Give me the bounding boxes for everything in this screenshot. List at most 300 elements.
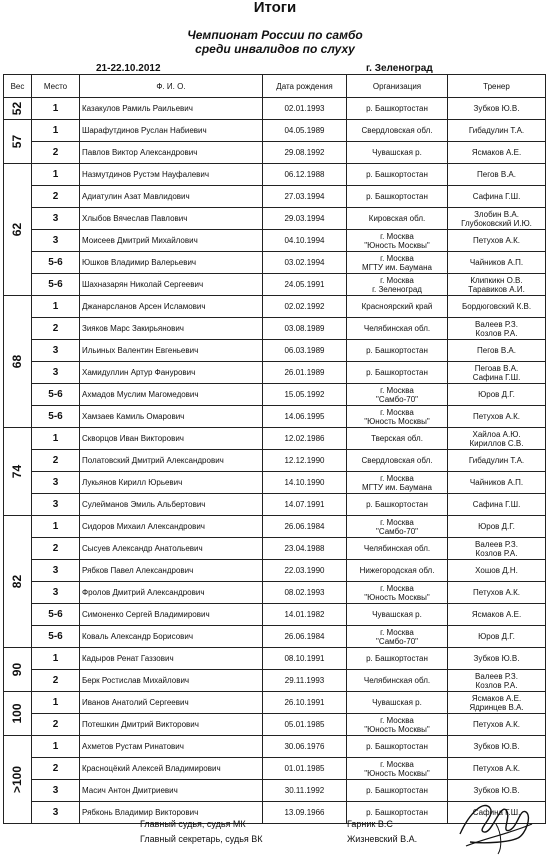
weight-class-cell — [4, 98, 32, 120]
place-cell: 3 — [32, 340, 80, 362]
weight-class-label: 82 — [10, 574, 24, 589]
athlete-name-cell: Сидоров Михаил Александрович — [80, 516, 263, 538]
organization-cell-line1: Челябинская обл. — [363, 676, 431, 685]
place-cell: 3 — [32, 362, 80, 384]
place-cell: 1 — [32, 120, 80, 142]
trainer-cell-line1: Ясмаков А.Е. — [471, 693, 522, 703]
trainer-cell — [448, 670, 546, 692]
trainer-cell — [448, 604, 546, 626]
trainer-cell-line2: Таравиков А.И. — [468, 284, 525, 294]
birth-date-cell: 15.05.1992 — [263, 384, 347, 406]
trainer-cell-line1: Петухов А.К. — [473, 412, 520, 421]
birth-date-cell: 14.10.1990 — [263, 472, 347, 494]
birth-date-cell: 29.08.1992 — [263, 142, 347, 164]
athlete-name-cell: Павлов Виктор Александрович — [80, 142, 263, 164]
birth-date-cell: 04.10.1994 — [263, 230, 347, 252]
trainer-cell-line1: Ясмаков А.Е. — [471, 148, 522, 157]
organization-cell-line1: г. Москва — [380, 231, 414, 241]
trainer-cell-line1: Хайлоа А.Ю. — [472, 429, 521, 439]
birth-date-cell: 08.10.1991 — [263, 648, 347, 670]
athlete-name-cell: Моисеев Дмитрий Михайлович — [80, 230, 263, 252]
place-cell: 2 — [32, 450, 80, 472]
trainer-cell — [448, 186, 546, 208]
trainer-cell-line1: Чайников А.П. — [469, 478, 524, 487]
trainer-cell-line1: Ясмаков А.Е. — [471, 610, 522, 619]
place-cell: 5-6 — [32, 274, 80, 296]
trainer-cell-line1: Петухов А.К. — [473, 764, 520, 773]
trainer-cell-line1: Злобин В.А. — [474, 209, 519, 219]
athlete-name-cell: Фролов Дмитрий Александрович — [80, 582, 263, 604]
organization-cell-line2: "Юность Москвы" — [364, 416, 430, 426]
organization-cell — [347, 626, 448, 648]
place-cell: 1 — [32, 648, 80, 670]
col-header-birth: Дата рождения — [263, 75, 347, 98]
organization-cell-line1: г. Москва — [380, 473, 414, 483]
athlete-name-cell: Рябконь Владимир Викторович — [80, 802, 263, 824]
place-cell: 5-6 — [32, 604, 80, 626]
organization-cell-line1: г. Москва — [380, 627, 414, 637]
trainer-cell-line1: Чайников А.П. — [469, 258, 524, 267]
organization-cell-line2: "Самбо-70" — [376, 636, 418, 646]
athlete-name-cell: Хамидуллин Артур Фанурович — [80, 362, 263, 384]
trainer-cell-line2: Сафина Г.Ш. — [472, 372, 521, 382]
athlete-name-cell: Берк Ростислав Михайлович — [80, 670, 263, 692]
trainer-cell — [448, 406, 546, 428]
trainer-cell-line1: Зубков Ю.В. — [473, 786, 520, 795]
trainer-cell-line1: Пегов В.А. — [477, 170, 516, 179]
trainer-cell — [448, 626, 546, 648]
athlete-name-cell: Шахназарян Николай Сергеевич — [80, 274, 263, 296]
trainer-cell-line1: Юров Д.Г. — [478, 632, 515, 641]
organization-cell — [347, 714, 448, 736]
weight-class-label: 74 — [10, 464, 24, 479]
place-cell: 3 — [32, 494, 80, 516]
table-row — [4, 428, 546, 450]
trainer-cell-line1: Сафина Г.Ш. — [472, 808, 521, 817]
place-cell: 2 — [32, 186, 80, 208]
trainer-cell — [448, 362, 546, 384]
organization-cell-line1: г. Москва — [380, 583, 414, 593]
birth-date-cell: 12.02.1986 — [263, 428, 347, 450]
weight-class-label: 90 — [10, 662, 24, 677]
organization-cell-line1: г. Москва — [380, 715, 414, 725]
athlete-name-cell: Хлыбов Вячеслав Павлович — [80, 208, 263, 230]
table-row — [4, 340, 546, 362]
birth-date-cell: 14.07.1991 — [263, 494, 347, 516]
trainer-cell — [448, 648, 546, 670]
birth-date-cell: 04.05.1989 — [263, 120, 347, 142]
organization-cell — [347, 142, 448, 164]
trainer-cell-line1: Петухов А.К. — [473, 236, 520, 245]
trainer-cell — [448, 582, 546, 604]
table-row — [4, 714, 546, 736]
organization-cell-line1: Красноярский край — [361, 302, 433, 311]
athlete-name-cell: Хамзаев Камиль Омарович — [80, 406, 263, 428]
trainer-cell-line1: Пегов В.А. — [477, 346, 516, 355]
table-row — [4, 758, 546, 780]
trainer-cell — [448, 560, 546, 582]
organization-cell-line2: "Юность Москвы" — [364, 240, 430, 250]
place-cell: 1 — [32, 296, 80, 318]
table-row — [4, 406, 546, 428]
place-cell: 2 — [32, 538, 80, 560]
organization-cell — [347, 604, 448, 626]
organization-cell-line1: Чувашская р. — [372, 148, 422, 157]
organization-cell-line1: Свердловская обл. — [361, 456, 433, 465]
chief-judge-name: Гарник В.С — [347, 819, 393, 829]
trainer-cell-line1: Юров Д.Г. — [478, 522, 515, 531]
trainer-cell-line1: Петухов А.К. — [473, 588, 520, 597]
table-row — [4, 98, 546, 120]
organization-cell-line2: "Юность Москвы" — [364, 768, 430, 778]
table-row — [4, 164, 546, 186]
organization-cell-line2: "Юность Москвы" — [364, 592, 430, 602]
organization-cell — [347, 164, 448, 186]
chief-secretary-name: Жизневский В.А. — [347, 834, 418, 844]
weight-class-cell — [4, 516, 32, 648]
birth-date-cell: 14.06.1995 — [263, 406, 347, 428]
table-row — [4, 516, 546, 538]
place-cell: 2 — [32, 670, 80, 692]
event-date: 21-22.10.2012 — [96, 63, 161, 74]
table-row — [4, 648, 546, 670]
table-row — [4, 186, 546, 208]
chief-secretary-label: Главный секретарь, судья ВК — [140, 834, 263, 844]
birth-date-cell: 29.03.1994 — [263, 208, 347, 230]
table-row — [4, 230, 546, 252]
table-row — [4, 538, 546, 560]
trainer-cell-line2: Козлов Р.А. — [475, 680, 518, 690]
organization-cell — [347, 780, 448, 802]
birth-date-cell: 03.02.1994 — [263, 252, 347, 274]
document-title: Итоги — [253, 0, 297, 16]
place-cell: 2 — [32, 318, 80, 340]
trainer-cell-line1: Валеев Р.З. — [475, 671, 518, 681]
organization-cell-line1: Кировская обл. — [368, 214, 426, 223]
trainer-cell-line1: Зубков Ю.В. — [473, 654, 520, 663]
athlete-name-cell: Джанарсланов Арсен Исламович — [80, 296, 263, 318]
weight-class-cell — [4, 648, 32, 692]
athlete-name-cell: Шарафутдинов Руслан Набиевич — [80, 120, 263, 142]
birth-date-cell: 26.06.1984 — [263, 516, 347, 538]
organization-cell-line1: р. Башкортостан — [366, 808, 428, 817]
table-row — [4, 670, 546, 692]
birth-date-cell: 29.11.1993 — [263, 670, 347, 692]
table-row — [4, 472, 546, 494]
organization-cell — [347, 692, 448, 714]
table-row — [4, 252, 546, 274]
athlete-name-cell: Полатовский Дмитрий Александрович — [80, 450, 263, 472]
trainer-cell — [448, 736, 546, 758]
athlete-name-cell: Масич Антон Дмитриевич — [80, 780, 263, 802]
athlete-name-cell: Ильиных Валентин Евгеньевич — [80, 340, 263, 362]
organization-cell — [347, 318, 448, 340]
athlete-name-cell: Кадыров Ренат Газзович — [80, 648, 263, 670]
place-cell: 2 — [32, 714, 80, 736]
weight-class-cell — [4, 692, 32, 736]
organization-cell-line2: г. Зеленоград — [372, 284, 422, 294]
trainer-cell — [448, 494, 546, 516]
weight-class-label: 52 — [10, 101, 24, 116]
trainer-cell — [448, 450, 546, 472]
birth-date-cell: 24.05.1991 — [263, 274, 347, 296]
birth-date-cell: 26.01.1989 — [263, 362, 347, 384]
organization-cell — [347, 472, 448, 494]
organization-cell — [347, 450, 448, 472]
organization-cell-line1: Челябинская обл. — [363, 324, 431, 333]
table-row — [4, 120, 546, 142]
birth-date-cell: 01.01.1985 — [263, 758, 347, 780]
place-cell: 3 — [32, 230, 80, 252]
col-header-trainer: Тренер — [448, 75, 546, 98]
table-row — [4, 736, 546, 758]
championship-name: Чемпионат России по самбо — [187, 28, 363, 42]
organization-cell — [347, 230, 448, 252]
organization-cell — [347, 252, 448, 274]
organization-cell-line1: р. Башкортостан — [366, 368, 428, 377]
birth-date-cell: 03.08.1989 — [263, 318, 347, 340]
organization-cell-line1: г. Москва — [380, 253, 414, 263]
athlete-name-cell: Назмутдинов Рустэм Науфалевич — [80, 164, 263, 186]
trainer-cell — [448, 208, 546, 230]
trainer-cell — [448, 516, 546, 538]
place-cell: 3 — [32, 802, 80, 824]
organization-cell-line1: Свердловская обл. — [361, 126, 433, 135]
organization-cell — [347, 384, 448, 406]
organization-cell-line1: р. Башкортостан — [366, 654, 428, 663]
trainer-cell-line2: Глубоковский И.Ю. — [461, 218, 532, 228]
place-cell: 3 — [32, 472, 80, 494]
table-row — [4, 296, 546, 318]
place-cell: 1 — [32, 516, 80, 538]
trainer-cell — [448, 538, 546, 560]
trainer-cell — [448, 384, 546, 406]
table-row — [4, 582, 546, 604]
organization-cell-line1: р. Башкортостан — [366, 170, 428, 179]
organization-cell-line1: р. Башкортостан — [366, 786, 428, 795]
organization-cell-line1: г. Москва — [380, 385, 414, 395]
athlete-name-cell: Коваль Александр Борисович — [80, 626, 263, 648]
weight-class-label: 57 — [10, 134, 24, 149]
place-cell: 3 — [32, 208, 80, 230]
organization-cell-line2: "Самбо-70" — [376, 394, 418, 404]
organization-cell-line2: "Юность Москвы" — [364, 724, 430, 734]
birth-date-cell: 23.04.1988 — [263, 538, 347, 560]
chief-judge-label: Главный судья, судья МК — [140, 819, 246, 829]
birth-date-cell: 27.03.1994 — [263, 186, 347, 208]
organization-cell-line1: р. Башкортостан — [366, 192, 428, 201]
organization-cell-line1: р. Башкортостан — [366, 346, 428, 355]
birth-date-cell: 30.11.1992 — [263, 780, 347, 802]
table-row — [4, 274, 546, 296]
organization-cell-line1: Тверская обл. — [371, 434, 423, 443]
organization-cell — [347, 274, 448, 296]
trainer-cell-line1: Пегоав В.А. — [474, 363, 519, 373]
organization-cell — [347, 296, 448, 318]
table-row — [4, 692, 546, 714]
birth-date-cell: 06.03.1989 — [263, 340, 347, 362]
organization-cell — [347, 758, 448, 780]
organization-cell-line2: "Самбо-70" — [376, 526, 418, 536]
trainer-cell — [448, 98, 546, 120]
trainer-cell-line1: Гибадулин Т.А. — [468, 126, 525, 135]
trainer-cell — [448, 274, 546, 296]
trainer-cell — [448, 164, 546, 186]
trainer-cell-line2: Ядринцев В.А. — [469, 702, 524, 712]
place-cell: 3 — [32, 780, 80, 802]
organization-cell-line1: р. Башкортостан — [366, 500, 428, 509]
organization-cell — [347, 406, 448, 428]
col-header-weight: Вес — [4, 75, 32, 98]
trainer-cell — [448, 296, 546, 318]
birth-date-cell: 13.09.1966 — [263, 802, 347, 824]
results-body — [4, 98, 546, 824]
trainer-cell-line1: Зубков Ю.В. — [473, 104, 520, 113]
table-row — [4, 208, 546, 230]
table-row — [4, 362, 546, 384]
weight-class-cell — [4, 428, 32, 516]
trainer-cell — [448, 340, 546, 362]
organization-cell — [347, 582, 448, 604]
trainer-cell-line1: Зубков Ю.В. — [473, 742, 520, 751]
organization-cell — [347, 494, 448, 516]
athlete-name-cell: Сулейманов Эмиль Альбертович — [80, 494, 263, 516]
birth-date-cell: 30.06.1976 — [263, 736, 347, 758]
organization-cell — [347, 516, 448, 538]
organization-cell-line1: г. Москва — [380, 407, 414, 417]
athlete-name-cell: Адиатулин Азат Мавлидович — [80, 186, 263, 208]
championship-category: среди инвалидов по слуху — [195, 42, 355, 56]
organization-cell — [347, 670, 448, 692]
trainer-cell — [448, 120, 546, 142]
trainer-cell-line2: Кириллов С.В. — [469, 438, 524, 448]
organization-cell-line1: Чувашская р. — [372, 698, 422, 707]
results-table — [3, 74, 546, 824]
place-cell: 2 — [32, 142, 80, 164]
event-city: г. Зеленоград — [366, 63, 433, 74]
place-cell: 2 — [32, 758, 80, 780]
organization-cell — [347, 736, 448, 758]
weight-class-cell — [4, 736, 32, 824]
athlete-name-cell: Рябков Павел Александрович — [80, 560, 263, 582]
organization-cell — [347, 340, 448, 362]
athlete-name-cell: Казакулов Рамиль Раильевич — [80, 98, 263, 120]
organization-cell-line1: р. Башкортостан — [366, 742, 428, 751]
athlete-name-cell: Потешкин Дмитрий Викторович — [80, 714, 263, 736]
table-header-row — [4, 75, 546, 98]
athlete-name-cell: Зияков Марс Закирьянович — [80, 318, 263, 340]
birth-date-cell: 26.10.1991 — [263, 692, 347, 714]
organization-cell-line1: г. Москва — [380, 517, 414, 527]
birth-date-cell: 22.03.1990 — [263, 560, 347, 582]
table-row — [4, 142, 546, 164]
athlete-name-cell: Скворцов Иван Викторович — [80, 428, 263, 450]
col-header-name: Ф. И. О. — [80, 75, 263, 98]
trainer-cell-line1: Валеев Р.З. — [475, 319, 518, 329]
table-row — [4, 384, 546, 406]
trainer-cell-line1: Хошов Д.Н. — [475, 566, 518, 575]
organization-cell-line2: МГТУ им. Баумана — [362, 262, 432, 272]
place-cell: 1 — [32, 736, 80, 758]
trainer-cell — [448, 692, 546, 714]
col-header-place: Место — [32, 75, 80, 98]
place-cell: 1 — [32, 98, 80, 120]
place-cell: 5-6 — [32, 384, 80, 406]
athlete-name-cell: Юшков Владимир Валерьевич — [80, 252, 263, 274]
weight-class-label: 62 — [10, 222, 24, 237]
weight-class-cell — [4, 120, 32, 164]
place-cell: 1 — [32, 692, 80, 714]
trainer-cell-line1: Гибадулин Т.А. — [468, 456, 525, 465]
trainer-cell — [448, 142, 546, 164]
birth-date-cell: 05.01.1985 — [263, 714, 347, 736]
trainer-cell — [448, 318, 546, 340]
organization-cell — [347, 560, 448, 582]
organization-cell-line1: г. Москва — [380, 275, 414, 285]
birth-date-cell: 26.06.1984 — [263, 626, 347, 648]
organization-cell — [347, 208, 448, 230]
table-row — [4, 318, 546, 340]
trainer-cell — [448, 428, 546, 450]
place-cell: 1 — [32, 428, 80, 450]
weight-class-label: 100 — [10, 703, 24, 724]
trainer-cell-line1: Сафина Г.Ш. — [472, 500, 521, 509]
organization-cell-line1: Нижегородская обл. — [359, 566, 435, 575]
organization-cell — [347, 538, 448, 560]
organization-cell — [347, 98, 448, 120]
place-cell: 1 — [32, 164, 80, 186]
trainer-cell-line2: Козлов Р.А. — [475, 328, 518, 338]
organization-cell-line1: Чувашская р. — [372, 610, 422, 619]
athlete-name-cell: Иванов Анатолий Сергеевич — [80, 692, 263, 714]
trainer-cell — [448, 758, 546, 780]
trainer-cell-line1: Бордюговский К.В. — [461, 302, 532, 311]
trainer-cell-line1: Сафина Г.Ш. — [472, 192, 521, 201]
organization-cell-line1: р. Башкортостан — [366, 104, 428, 113]
trainer-cell-line1: Юров Д.Г. — [478, 390, 515, 399]
birth-date-cell: 08.02.1993 — [263, 582, 347, 604]
birth-date-cell: 02.02.1992 — [263, 296, 347, 318]
birth-date-cell: 12.12.1990 — [263, 450, 347, 472]
col-header-org: Организация — [347, 75, 448, 98]
table-row — [4, 626, 546, 648]
athlete-name-cell: Ахметов Рустам Ринатович — [80, 736, 263, 758]
table-row — [4, 560, 546, 582]
athlete-name-cell: Лукьянов Кирилл Юрьевич — [80, 472, 263, 494]
trainer-cell — [448, 714, 546, 736]
organization-cell-line1: г. Москва — [380, 759, 414, 769]
organization-cell — [347, 120, 448, 142]
trainer-cell-line2: Козлов Р.А. — [475, 548, 518, 558]
place-cell: 3 — [32, 560, 80, 582]
organization-cell — [347, 186, 448, 208]
organization-cell-line2: МГТУ им. Баумана — [362, 482, 432, 492]
athlete-name-cell: Сысуев Александр Анатольевич — [80, 538, 263, 560]
birth-date-cell: 06.12.1988 — [263, 164, 347, 186]
trainer-cell — [448, 230, 546, 252]
table-row — [4, 494, 546, 516]
birth-date-cell: 14.01.1982 — [263, 604, 347, 626]
place-cell: 5-6 — [32, 252, 80, 274]
place-cell: 3 — [32, 582, 80, 604]
trainer-cell — [448, 252, 546, 274]
organization-cell — [347, 428, 448, 450]
athlete-name-cell: Симоненко Сергей Владимирович — [80, 604, 263, 626]
trainer-cell — [448, 472, 546, 494]
table-row — [4, 450, 546, 472]
weight-class-cell — [4, 296, 32, 428]
trainer-cell-line1: Петухов А.К. — [473, 720, 520, 729]
